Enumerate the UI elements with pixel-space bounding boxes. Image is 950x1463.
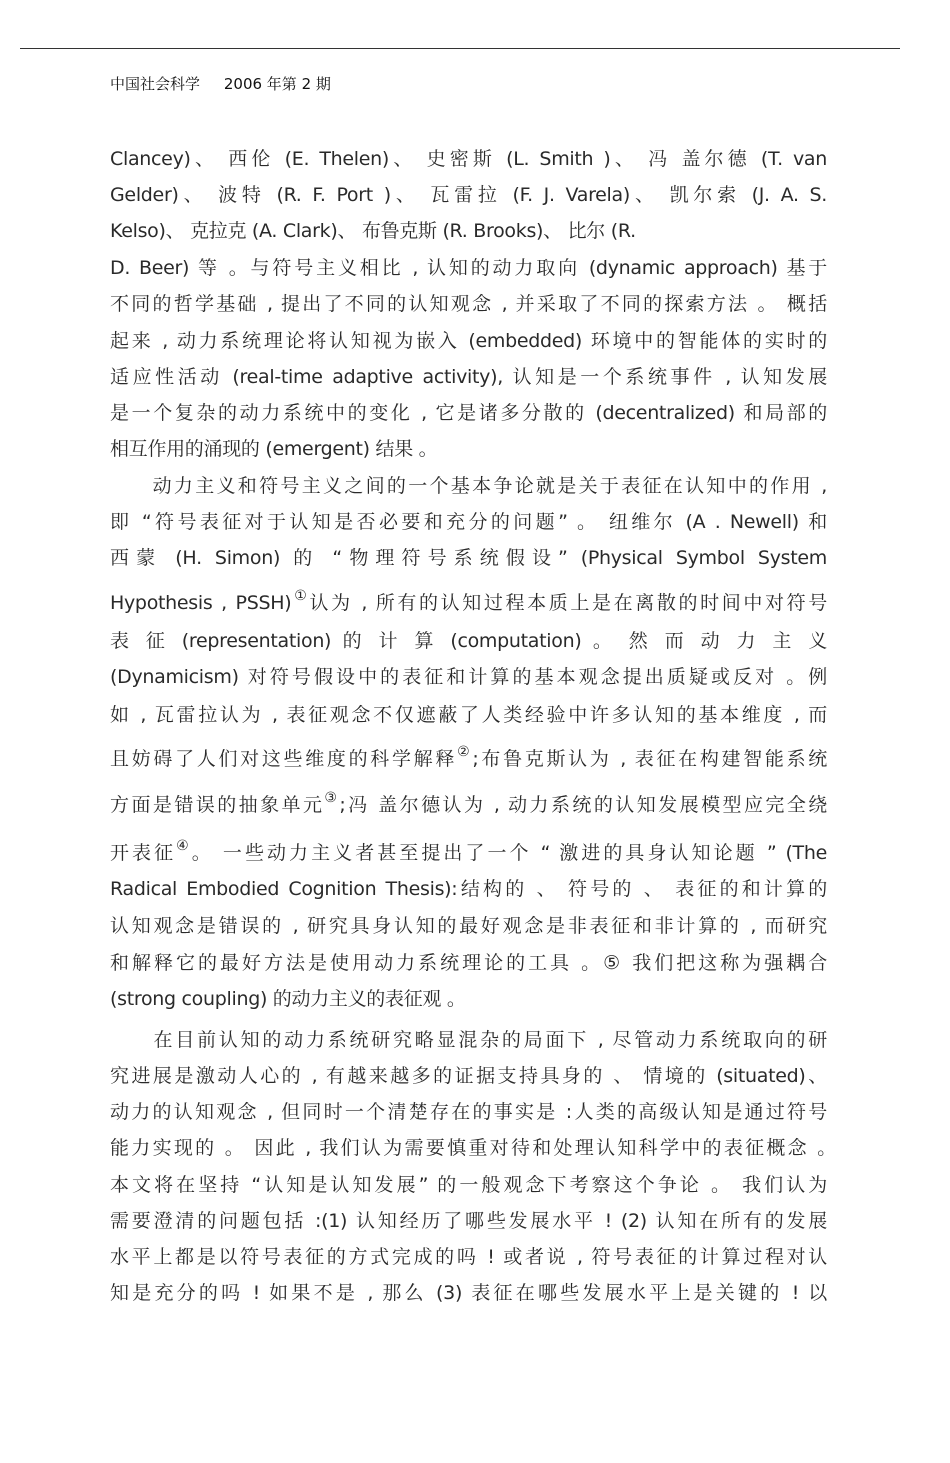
line-text: 且妨碍了人们对这些维度的科学解释 [110,748,458,770]
text-line [110,546,827,570]
text-line [110,703,827,727]
line-text: 需要澄清的问题包括 :(1) 认知经历了哪些发展水平 ! (2) 认知在所有的发展 [110,1210,827,1232]
footnote-marker[interactable]: ④ [176,838,192,854]
line-text: Gelder)、 波特 (R. F. Port )、 瓦雷拉 (F. J. Varela)、 凯尔索 (J. A. S. [110,184,827,206]
line-text: 水平上都是以符号表征的方式完成的吗 ! 或者说 , 符号表征的计算过程对认 [110,1246,827,1268]
line-text: 开表征 [110,842,177,864]
text-line [110,437,827,461]
text-line [110,1100,827,1124]
text-line [110,838,827,865]
line-text: 和解释它的最好方法是使用动力系统理论的工具 。⑤ 我们把这称为强耦合 [110,952,827,974]
text-line [110,1245,827,1269]
text-line [110,1136,836,1160]
text-line [110,365,827,389]
line-text: 认知观念是错误的 , 研究具身认知的最好观念是非表征和非计算的 , 而研究 [110,915,827,937]
line-text-continued: 认为 , 所有的认知过程本质上是在离散的时间中对符号 [309,592,827,614]
line-text: 适应性活动 (real-time adaptive activity), 认知是一个系统事件 , 认知发展 [110,366,827,388]
line-text: 相互作用的涌现的 (emergent) 结果 。 [110,438,438,460]
line-text: Clancey)、 西伦 (E. Thelen)、 史密斯 (L. Smith )、 冯 盖尔德 (T. van [110,148,827,170]
text-line [110,987,827,1011]
text-line [110,588,827,615]
line-text: 即 “符号表征对于认知是否必要和充分的问题” 。 纽维尔 (A . Newell) 和 [110,511,827,533]
line-text: 是一个复杂的动力系统中的变化 , 它是诸多分散的 (decentralized) 和局部的 [110,402,827,424]
line-text: 究进展是激动人心的 , 有越来越多的证据支持具身的 、 情境的 (situated)、 [110,1065,827,1087]
text-line [110,401,827,425]
line-text: 动力主义和符号主义之间的一个基本争论就是关于表征在认知中的作用 , [110,475,827,497]
footnote-marker[interactable]: ③ [324,790,340,806]
line-text-continued: 。 一些动力主义者甚至提出了一个 “ 激进的具身认知论题 ” (The [191,842,827,864]
text-line [110,147,827,171]
text-line [110,665,827,689]
journal-name: 中国社会科学 [110,75,201,93]
line-text: Radical Embodied Cognition Thesis):结构的 、 符号的 、 表征的和计算的 [110,878,827,900]
line-text: 知是充分的吗 ! 如果不是 , 那么 (3) 表征在哪些发展水平上是关键的 ! 以 [110,1282,827,1304]
text-line [110,744,827,771]
text-line [110,292,827,316]
line-text: (Dynamicism) 对符号假设中的表征和计算的基本观念提出质疑或反对 。例 [110,666,827,688]
text-line [110,219,827,243]
line-text: 不同的哲学基础 , 提出了不同的认知观念 , 并采取了不同的探索方法 。 概括 [110,293,827,315]
line-text: 方面是错误的抽象单元 [110,794,325,816]
line-text: 如 , 瓦雷拉认为 , 表征观念不仅遮蔽了人类经验中许多认知的基本维度 , 而 [110,704,827,726]
text-line [110,510,827,534]
line-text-continued: ;冯 盖尔德认为 , 动力系统的认知发展模型应完全绕 [339,794,827,816]
text-line [110,1281,827,1305]
line-text-continued: ;布鲁克斯认为 , 表征在构建智能系统 [472,748,827,770]
line-text: Hypothesis , PSSH) [110,592,292,614]
text-line [110,1209,827,1233]
issue-number: 2006 年第 2 期 [223,75,331,93]
line-text: 表 征 (representation) 的 计 算 (computation) 。 然 而 动 力 主 义 [110,630,827,652]
line-text: 能力实现的 。 因此 , 我们认为需要慎重对待和处理认知科学中的表征概念 。 [110,1137,836,1159]
line-text: 西蒙 (H. Simon) 的 “物理符号系统假设” (Physical Symbol System [110,547,827,569]
footnote-marker[interactable]: ① [291,588,310,604]
running-header [110,73,331,94]
text-line [110,474,827,498]
text-line [110,183,827,207]
line-text: (strong coupling) 的动力主义的表征观 。 [110,988,466,1010]
line-text: 起来 , 动力系统理论将认知视为嵌入 (embedded) 环境中的智能体的实时的 [110,330,827,352]
line-text: 在目前认知的动力系统研究略显混杂的局面下 , 尽管动力系统取向的研 [110,1029,827,1051]
text-line [110,951,827,975]
footnote-marker[interactable]: ② [457,744,473,760]
text-line [110,329,827,353]
text-line [110,1028,827,1052]
line-text: Kelso)、 克拉克 (A. Clark)、 布鲁克斯 (R. Brooks)、 比尔 (R. [110,220,636,242]
text-line [110,1064,827,1088]
text-line [110,914,827,938]
text-line [110,256,827,280]
line-text: 动力的认知观念 , 但同时一个清楚存在的事实是 :人类的高级认知是通过符号 [110,1101,827,1123]
text-line [110,790,827,817]
text-line [110,877,827,901]
line-text: D. Beer) 等 。与符号主义相比 , 认知的动力取向 (dynamic approach) 基于 [110,257,827,279]
text-line [110,629,827,653]
line-text: 本文将在坚持 “认知是认知发展” 的一般观念下考察这个争论 。 我们认为 [110,1174,827,1196]
header-rule [20,48,900,49]
text-line [110,1173,827,1197]
